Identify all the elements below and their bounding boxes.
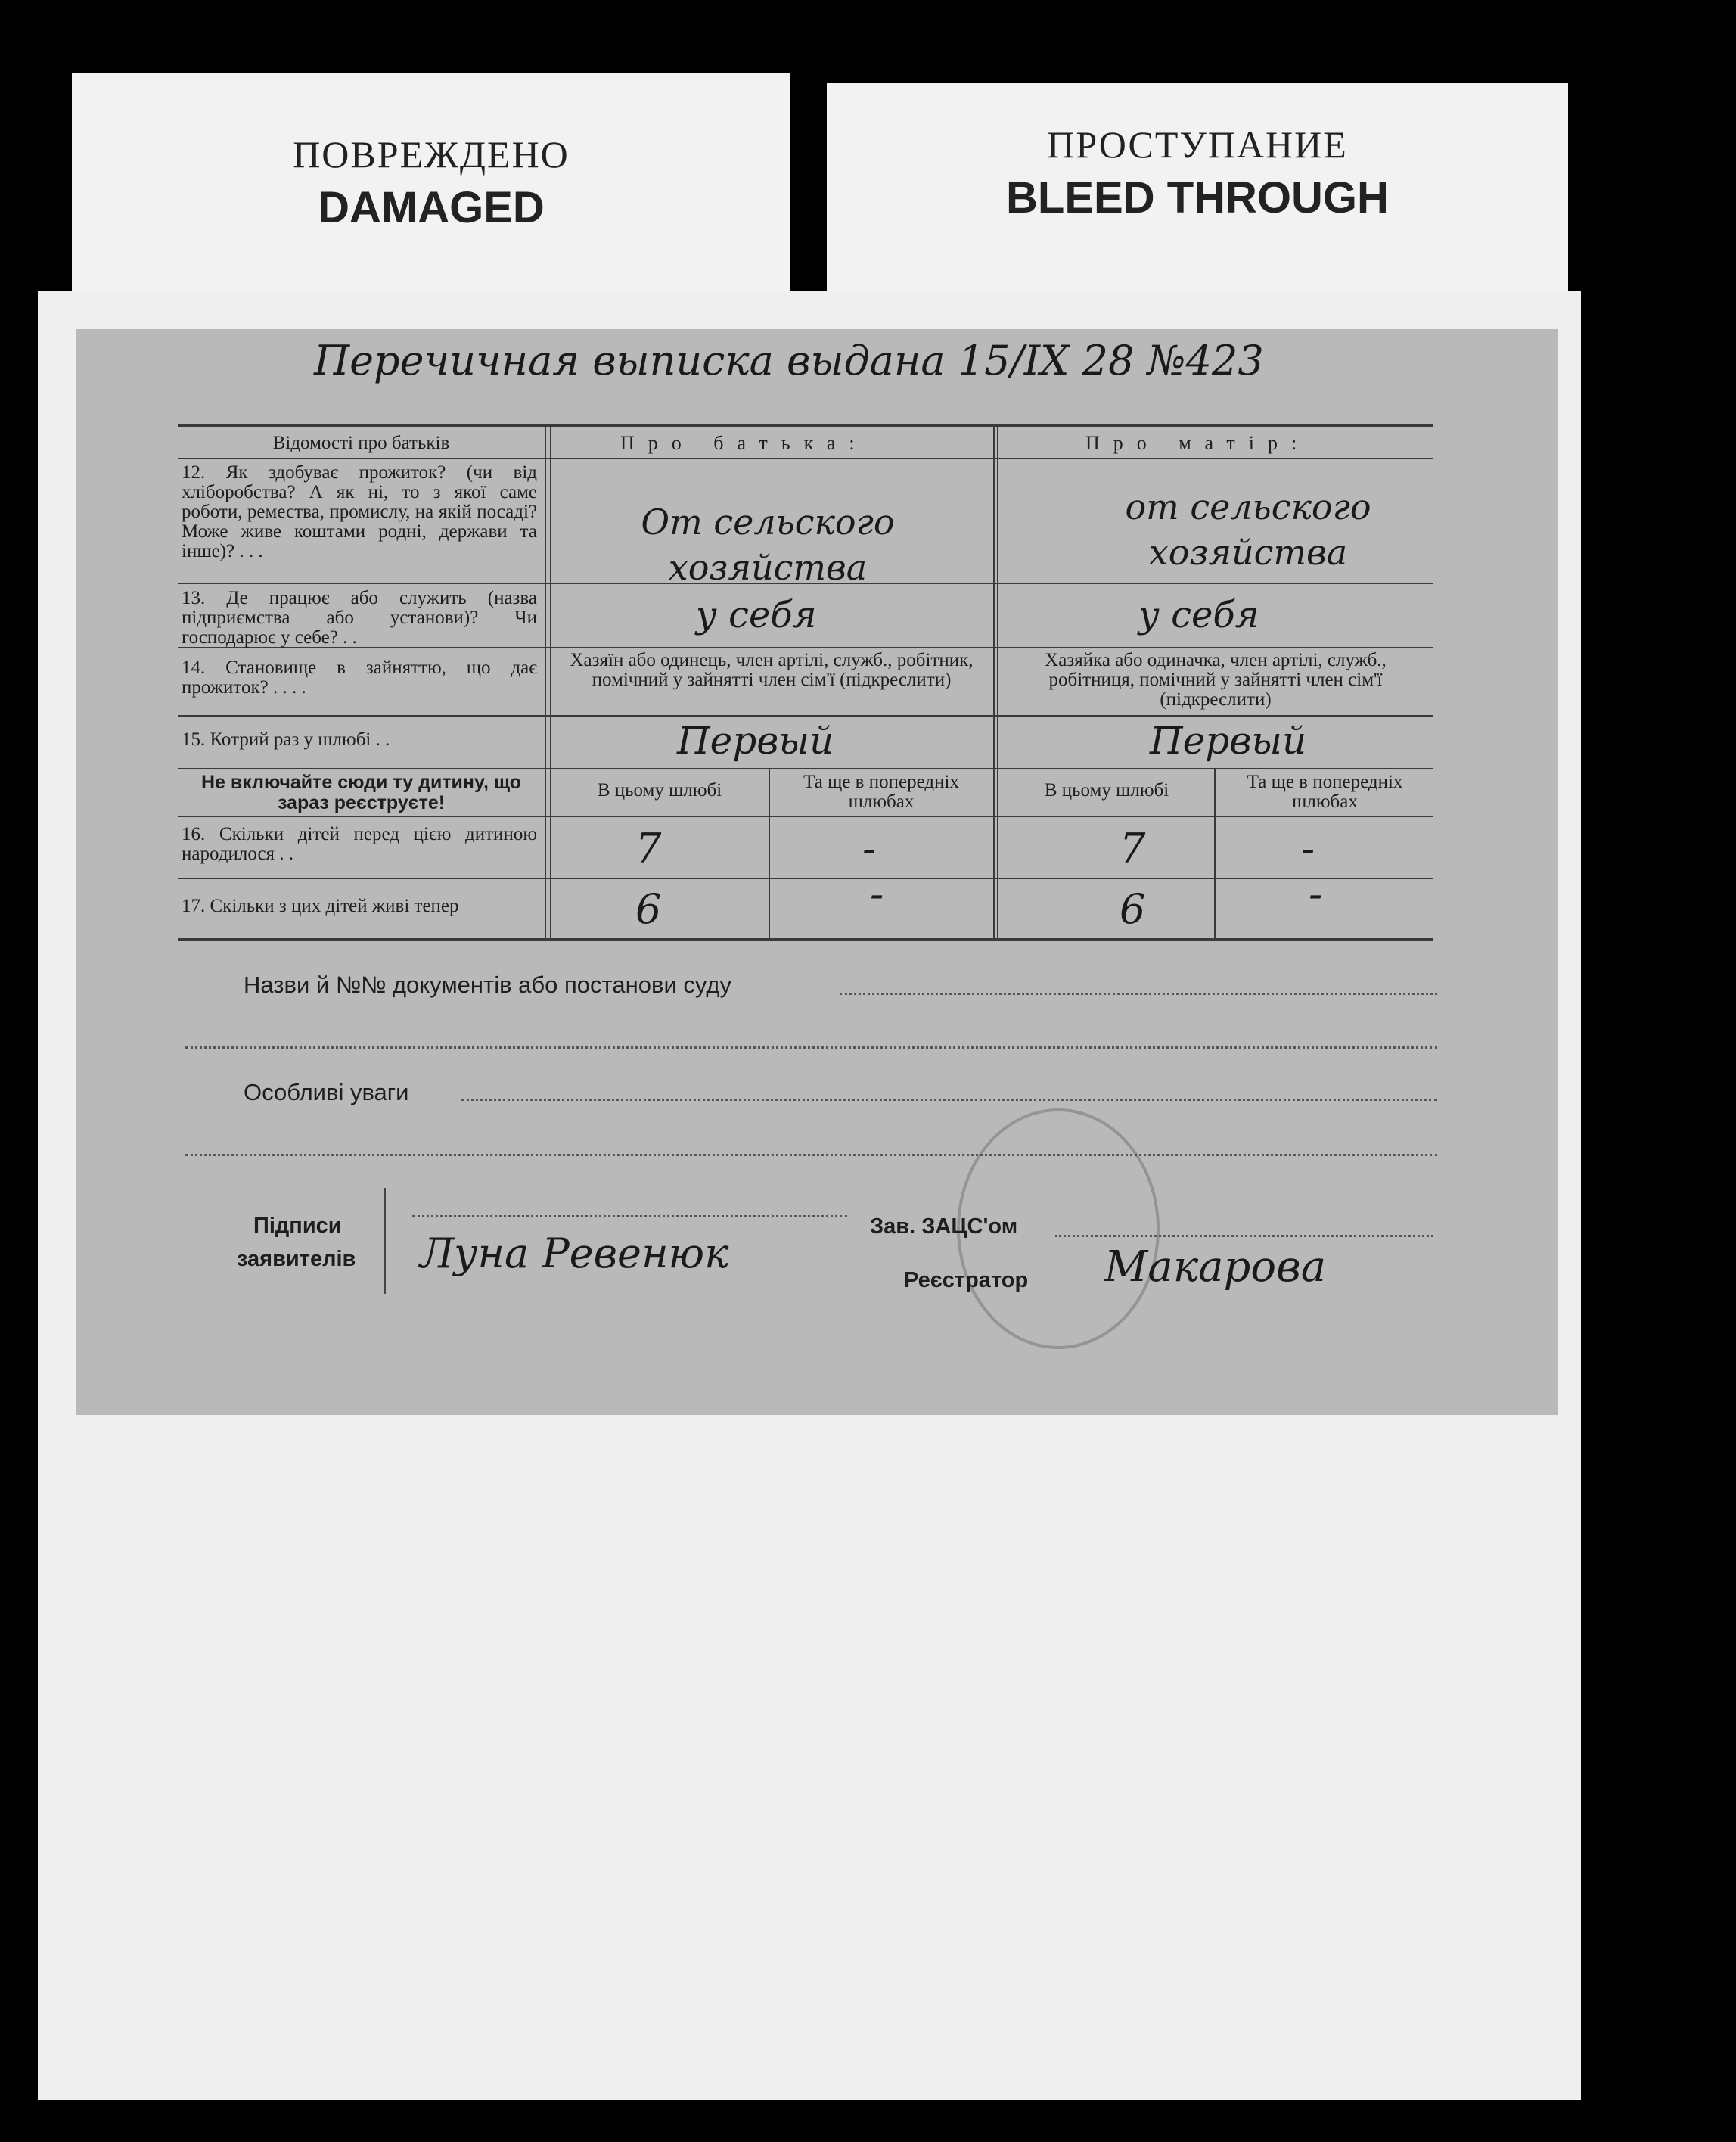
table-top-border [178,424,1433,427]
father-this-marriage-header: В цьому шлюбі [597,780,722,801]
bleed-through-card [827,83,1568,303]
question-15-father-answer: Первый [677,719,834,763]
row-divider [178,715,1433,717]
question-13-label: 13. Де працює або служить (назва підприємства або установи)? Чи господарює у себе? . . [182,588,537,648]
signatures-label-line2: заявителів [237,1247,356,1271]
column-divider [1214,768,1216,938]
header-mother: Про матір: [1085,432,1311,454]
question-16-mother-this: 7 [1120,825,1146,872]
notes-line [461,1099,1437,1101]
column-divider [997,427,998,940]
documents-label: Назви й №№ документів або постанови суду [244,972,731,998]
question-16-mother-prev: - [1301,825,1315,872]
mother-this-marriage-header: В цьому шлюбі [1044,780,1169,801]
father-previous-marriages-header: Та ще в попередніх шлюбах [803,772,959,812]
bleed-label-en: BLEED THROUGH [1006,173,1389,222]
signature-line-1 [412,1215,847,1217]
question-15-mother-answer: Первый [1150,719,1307,763]
registrar-label: Реєстратор [904,1268,1029,1292]
question-12-label: 12. Як здобуває прожиток? (чи від хліборобства? А як ні, то з якої саме роботи, ремества, промислу, на якій посаді? Може живе коштами родні, держави та інше)? . . . [182,462,537,561]
table-bottom-border [178,938,1433,941]
signatures-label-line1: Підписи [253,1214,342,1238]
column-divider [769,768,770,938]
question-17-label: 17. Скільки з цих дітей живі тепер [182,896,459,916]
head-of-registry-label: Зав. ЗАЦС'ом [870,1214,1018,1239]
question-12-mother-answer: от сельского хозяйства [1125,487,1371,573]
question-14-father-options: Хазяїн або одинець, член артілі, служб., робітник, помічний у зайнятті член сім'ї (підкреслити) [570,650,974,690]
registrar-signature: Макарова [1104,1242,1327,1292]
column-divider [545,427,546,940]
question-14-label: 14. Становище в зайняттю, що дає прожиток? . . . . [182,658,537,698]
header-father: Про батька: [620,432,868,454]
question-17-father-this: 6 [635,885,662,933]
question-17-mother-this: 6 [1120,885,1146,933]
question-13-mother-answer: у себя [1138,594,1259,636]
damaged-card [72,73,790,300]
question-17-mother-prev: - [1309,870,1323,918]
question-16-father-prev: - [862,825,877,872]
notes-line-2 [185,1154,1437,1156]
damaged-label-en: DAMAGED [318,183,545,232]
header-parents: Відомості про батьків [272,433,450,453]
row-divider [178,768,1433,769]
row-divider [178,458,1433,459]
column-divider [993,427,995,940]
question-16-label: 16. Скільки дітей перед цією дитиною народилося . . [182,824,537,864]
signature-bracket [384,1188,386,1294]
row-divider [178,878,1433,879]
question-15-label: 15. Котрий раз у шлюбі . . [182,729,390,750]
children-note: Не включайте сюди ту дитину, що зараз реєструєте! [201,772,521,813]
row-divider [178,816,1433,817]
column-divider [550,427,551,940]
question-13-father-answer: у себя [696,594,817,636]
mother-previous-marriages-header: Та ще в попередніх шлюбах [1247,772,1403,812]
head-signature-line [1055,1235,1433,1237]
documents-line [840,993,1437,995]
question-17-father-prev: - [870,870,884,918]
question-16-father-this: 7 [635,825,662,872]
question-12-father-answer: От сельского хозяйства [641,502,895,588]
question-14-mother-options: Хазяйка або одиначка, член артілі, служб., робітниця, помічний у зайнятті член сім'ї (підкреслити) [1045,650,1387,710]
applicant-signature: Луна Ревенюк [420,1230,729,1277]
documents-line-2 [185,1046,1437,1049]
bleed-label-ru: ПРОСТУПАНИЕ [1047,123,1348,166]
damaged-label-ru: ПОВРЕЖДЕНО [293,133,570,176]
notes-label: Особливі уваги [244,1079,409,1105]
handwritten-heading: Перечичная выписка выдана 15/IX 28 №423 [314,337,1264,384]
